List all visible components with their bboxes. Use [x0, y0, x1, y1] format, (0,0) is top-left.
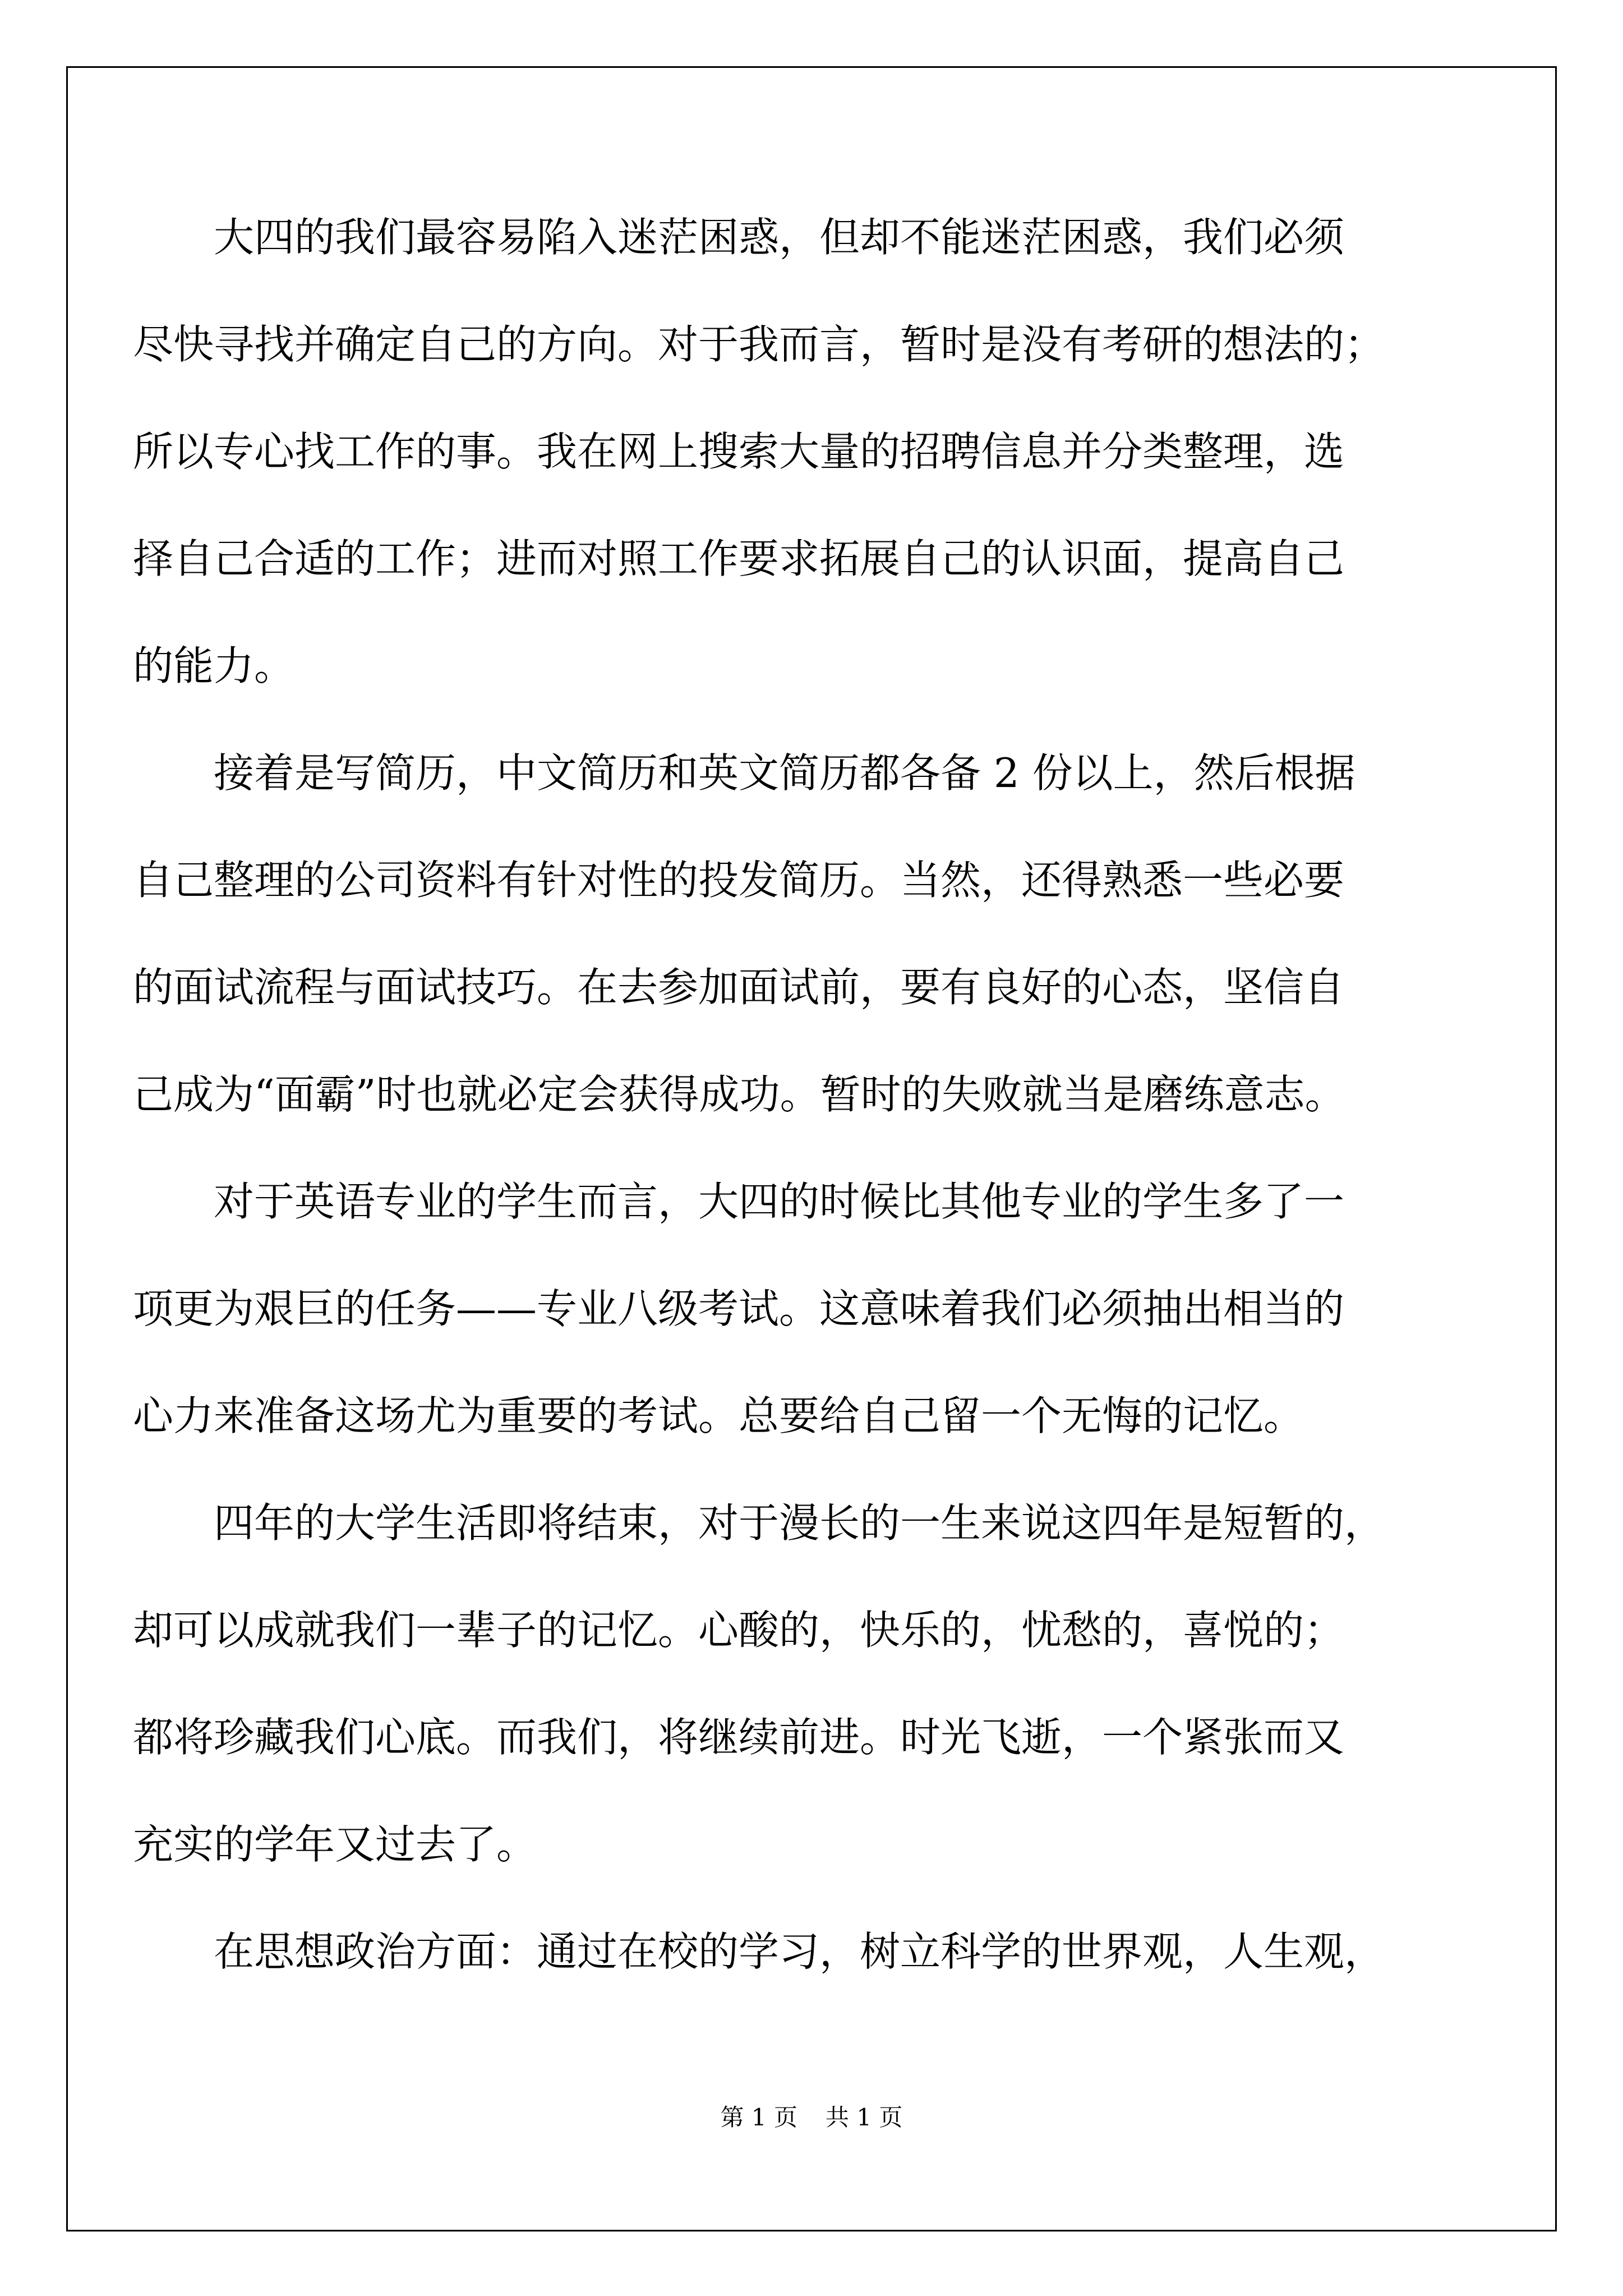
- text-line: 的面试流程与面试技巧。在去参加面试前，要有良好的心态，坚信自: [133, 964, 1345, 1011]
- text-line: 接着是写简历，中文简历和英文简历都各备 2 份以上，然后根据: [214, 749, 1355, 797]
- text-line: 对于英语专业的学生而言，大四的时候比其他专业的学生多了一: [214, 1178, 1345, 1225]
- text-line: 大四的我们最容易陷入迷茫困惑，但却不能迷茫困惑，我们必须: [214, 214, 1345, 261]
- paragraph: [133, 720, 1491, 1148]
- paragraph: [133, 184, 1491, 720]
- text-line: 项更为艰巨的任务——专业八级考试。这意味着我们必须抽出相当的: [133, 1285, 1345, 1332]
- text-line: 择自己合适的工作；进而对照工作要求拓展自己的认识面，提高自己: [133, 535, 1345, 582]
- paragraph: [133, 1470, 1491, 1898]
- text-line: 却可以成就我们一辈子的记忆。心酸的，快乐的，忧愁的，喜悦的；: [133, 1607, 1345, 1654]
- page-footer: [0, 2101, 1623, 2134]
- text-line: 心力来准备这场尤为重要的考试。总要给自己留一个无悔的记忆。: [133, 1392, 1304, 1439]
- text-line: 所以专心找工作的事。我在网上搜索大量的招聘信息并分类整理，选: [133, 428, 1345, 475]
- text-line: 的能力。: [133, 642, 295, 689]
- page-number-total: 共 1 页: [826, 2104, 903, 2131]
- text-line: 尽快寻找并确定自己的方向。对于我而言，暂时是没有考研的想法的；: [133, 321, 1385, 368]
- text-line: 在思想政治方面：通过在校的学习，树立科学的世界观，人生观，: [214, 1928, 1385, 1975]
- document-body: [133, 184, 1491, 2005]
- text-line: 自己整理的公司资料有针对性的投发简历。当然，还得熟悉一些必要: [133, 857, 1345, 904]
- text-line: 充实的学年又过去了。: [133, 1821, 537, 1868]
- text-line: 己成为“面霸”时也就必定会获得成功。暂时的失败就当是磨练意志。: [133, 1071, 1345, 1118]
- page-number-current: 第 1 页: [720, 2104, 797, 2131]
- paragraph: [133, 1898, 1491, 2005]
- paragraph: [133, 1148, 1491, 1470]
- text-line: 都将珍藏我们心底。而我们，将继续前进。时光飞逝，一个紧张而又: [133, 1714, 1345, 1761]
- text-line: 四年的大学生活即将结束，对于漫长的一生来说这四年是短暂的，: [214, 1499, 1385, 1547]
